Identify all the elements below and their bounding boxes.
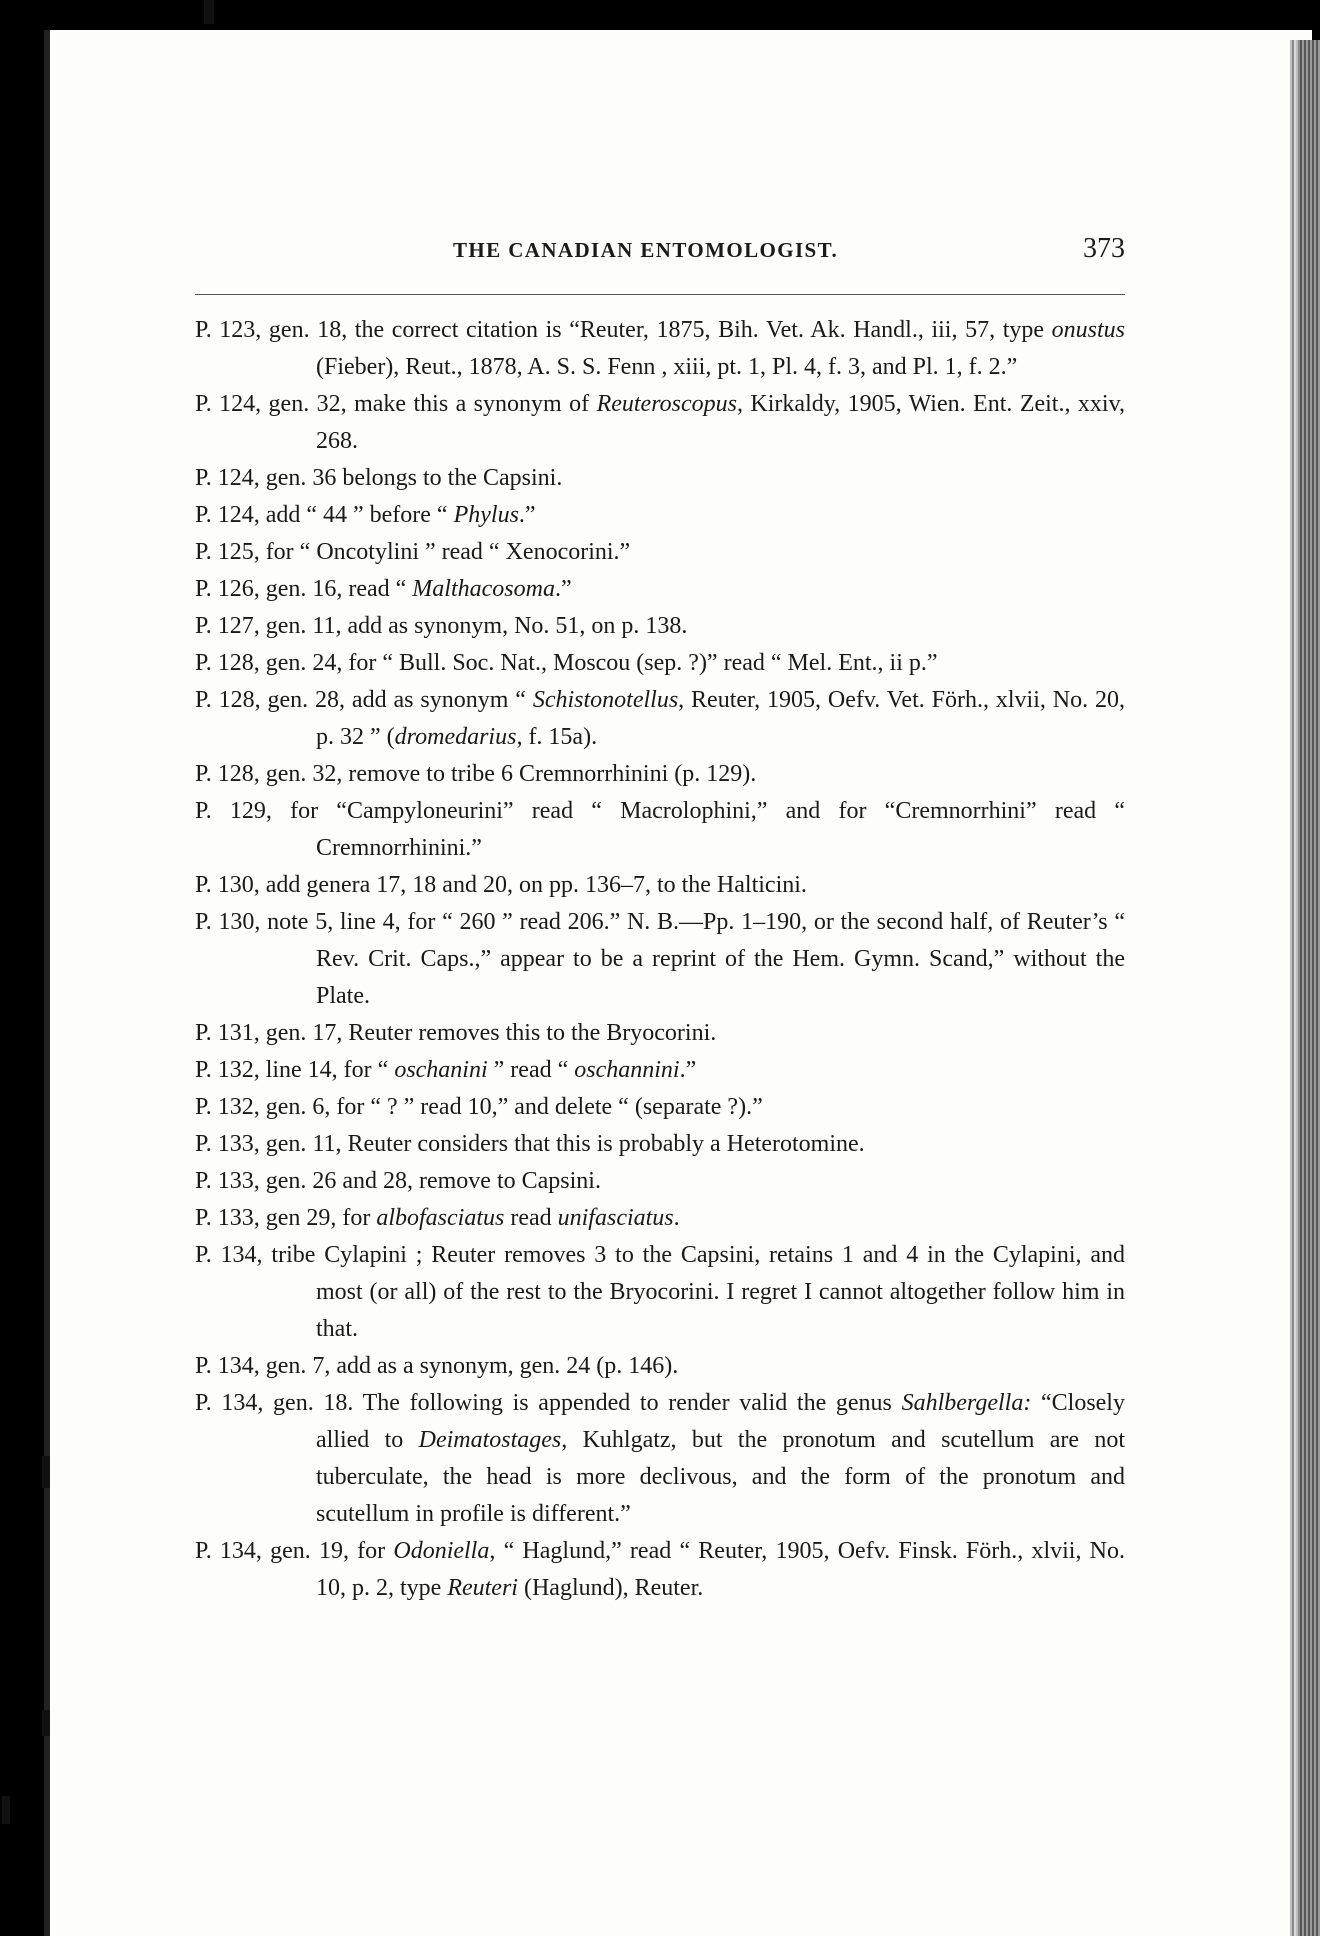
entry-text: P. 124, gen. 36 belongs to the Capsini. xyxy=(195,465,563,491)
italic-term: onustus xyxy=(1051,317,1125,343)
italic-term: Schistonotellus xyxy=(532,687,679,713)
header-rule xyxy=(195,294,1125,295)
italic-term: dromedarius xyxy=(394,724,517,750)
italic-term: Sahlbergella: xyxy=(901,1390,1032,1416)
italic-term: Phylus xyxy=(453,502,519,528)
entry-text: , Kuhlgatz, but the pronotum and scutellum are not tuberculate, the head is more declivous, and the form of the pronotum and scutellum in profile is different.” xyxy=(316,1427,1125,1527)
errata-entry xyxy=(195,1348,1125,1385)
entry-text: P. 127, gen. 11, add as synonym, No. 51, on p. 138. xyxy=(195,613,688,639)
page-edge-shadow xyxy=(1300,40,1320,1936)
italic-term: albofasciatus xyxy=(376,1205,505,1231)
entry-text: P. 132, line 14, for “ xyxy=(195,1057,395,1083)
running-header xyxy=(195,233,1125,272)
page-number: 373 xyxy=(1083,233,1125,264)
entry-text: P. 128, gen. 32, remove to tribe 6 Cremnorrhinini (p. 129). xyxy=(195,761,757,787)
entry-text: P. 129, for “Campyloneurini” read “ Macrolophini,” and for “Cremnorrhini” read “ Cremnorrhinini.” xyxy=(195,798,1125,861)
errata-entry xyxy=(195,312,1125,386)
entry-text: read xyxy=(504,1205,558,1231)
errata-entry xyxy=(195,1052,1125,1089)
errata-entry xyxy=(195,1200,1125,1237)
errata-entry xyxy=(195,1163,1125,1200)
errata-entry xyxy=(195,1015,1125,1052)
italic-term: Reuteroscopus xyxy=(596,391,737,417)
margin-mark xyxy=(42,1456,50,1488)
errata-entry xyxy=(195,1533,1125,1607)
entry-text: ” read “ xyxy=(487,1057,575,1083)
margin-mark xyxy=(42,1710,50,1736)
entry-text: P. 128, gen. 28, add as synonym “ xyxy=(195,687,533,713)
errata-entry xyxy=(195,645,1125,682)
entry-text: P. 133, gen. 26 and 28, remove to Capsini. xyxy=(195,1168,601,1194)
errata-entry xyxy=(195,867,1125,904)
errata-entry xyxy=(195,1237,1125,1348)
errata-entry xyxy=(195,1126,1125,1163)
errata-entry xyxy=(195,534,1125,571)
entry-text: .” xyxy=(554,576,572,602)
entry-text: P. 133, gen. 11, Reuter considers that this is probably a Heterotomine. xyxy=(195,1131,865,1157)
entry-text: P. 134, gen. 7, add as a synonym, gen. 24 (p. 146). xyxy=(195,1353,679,1379)
errata-entry xyxy=(195,1089,1125,1126)
entry-text: P. 128, gen. 24, for “ Bull. Soc. Nat., Moscou (sep. ?)” read “ Mel. Ent., ii p.” xyxy=(195,650,938,676)
entry-text: (Fieber), Reut., 1878, A. S. S. Fenn , xiii, pt. 1, Pl. 4, f. 3, and Pl. 1, f. 2.” xyxy=(316,354,1018,380)
margin-mark xyxy=(2,1796,10,1824)
entry-text: P. 131, gen. 17, Reuter removes this to the Bryocorini. xyxy=(195,1020,717,1046)
italic-term: oschannini xyxy=(574,1057,680,1083)
errata-entry xyxy=(195,1385,1125,1533)
entry-text: . xyxy=(673,1205,680,1231)
italic-term: Odoniella xyxy=(393,1538,490,1564)
errata-entry xyxy=(195,608,1125,645)
entry-text: , “ Haglund,” read “ Reuter, 1905, Oefv. Finsk. Förh., xlvii, No. 10, p. 2, type xyxy=(316,1538,1125,1601)
errata-entry xyxy=(195,904,1125,1015)
errata-entry xyxy=(195,386,1125,460)
entry-text: , f. 15a). xyxy=(516,724,598,750)
italic-term: Reuteri xyxy=(447,1575,518,1601)
errata-entry xyxy=(195,793,1125,867)
entry-text: .” xyxy=(679,1057,697,1083)
entry-text: .” xyxy=(518,502,536,528)
errata-list xyxy=(195,312,1125,1607)
entry-text: P. 123, gen. 18, the correct citation is “Reuter, 1875, Bih. Vet. Ak. Handl., iii, 57, type xyxy=(195,317,1052,343)
entry-text: “Closely allied to xyxy=(316,1390,1125,1453)
entry-text: P. 133, gen 29, for xyxy=(195,1205,377,1231)
entry-text: , Reuter, 1905, Oefv. Vet. Förh., xlvii, No. 20, p. 32 ” ( xyxy=(316,687,1125,750)
errata-entry xyxy=(195,571,1125,608)
italic-term: oschanini xyxy=(394,1057,488,1083)
entry-text: P. 132, gen. 6, for “ ? ” read 10,” and delete “ (separate ?).” xyxy=(195,1094,763,1120)
margin-mark xyxy=(204,0,214,24)
entry-text: (Haglund), Reuter. xyxy=(517,1575,704,1601)
errata-entry xyxy=(195,497,1125,534)
entry-text: P. 134, gen. 19, for xyxy=(195,1538,394,1564)
italic-term: unifasciatus xyxy=(557,1205,674,1231)
italic-term: Malthacosoma xyxy=(412,576,555,602)
entry-text: , Kirkaldy, 1905, Wien. Ent. Zeit., xxiv, 268. xyxy=(316,391,1126,454)
journal-title: THE CANADIAN ENTOMOLOGIST. xyxy=(453,238,839,262)
entry-text: P. 134, gen. 18. The following is appended to render valid the genus xyxy=(195,1390,902,1416)
entry-text: P. 130, add genera 17, 18 and 20, on pp. 136–7, to the Halticini. xyxy=(195,872,807,898)
italic-term: Deimatostages xyxy=(418,1427,562,1453)
entry-text: P. 130, note 5, line 4, for “ 260 ” read 206.” N. B.—Pp. 1–190, or the second half, of Reuter’s “ Rev. Crit. Caps.,” appear to be a reprint of the Hem. Gymn. Scand,” without the Plate. xyxy=(195,909,1125,1009)
entry-text: P. 134, tribe Cylapini ; Reuter removes 3 to the Capsini, retains 1 and 4 in the Cylapini, and most (or all) of the rest to the Bryocorini. I regret I cannot altogether follow him in that. xyxy=(195,1242,1125,1342)
entry-text: P. 126, gen. 16, read “ xyxy=(195,576,413,602)
entry-text: P. 125, for “ Oncotylini ” read “ Xenocorini.” xyxy=(195,539,631,565)
entry-text: P. 124, add “ 44 ” before “ xyxy=(195,502,454,528)
errata-entry xyxy=(195,682,1125,756)
entry-text: P. 124, gen. 32, make this a synonym of xyxy=(195,391,597,417)
errata-entry xyxy=(195,756,1125,793)
errata-entry xyxy=(195,460,1125,497)
